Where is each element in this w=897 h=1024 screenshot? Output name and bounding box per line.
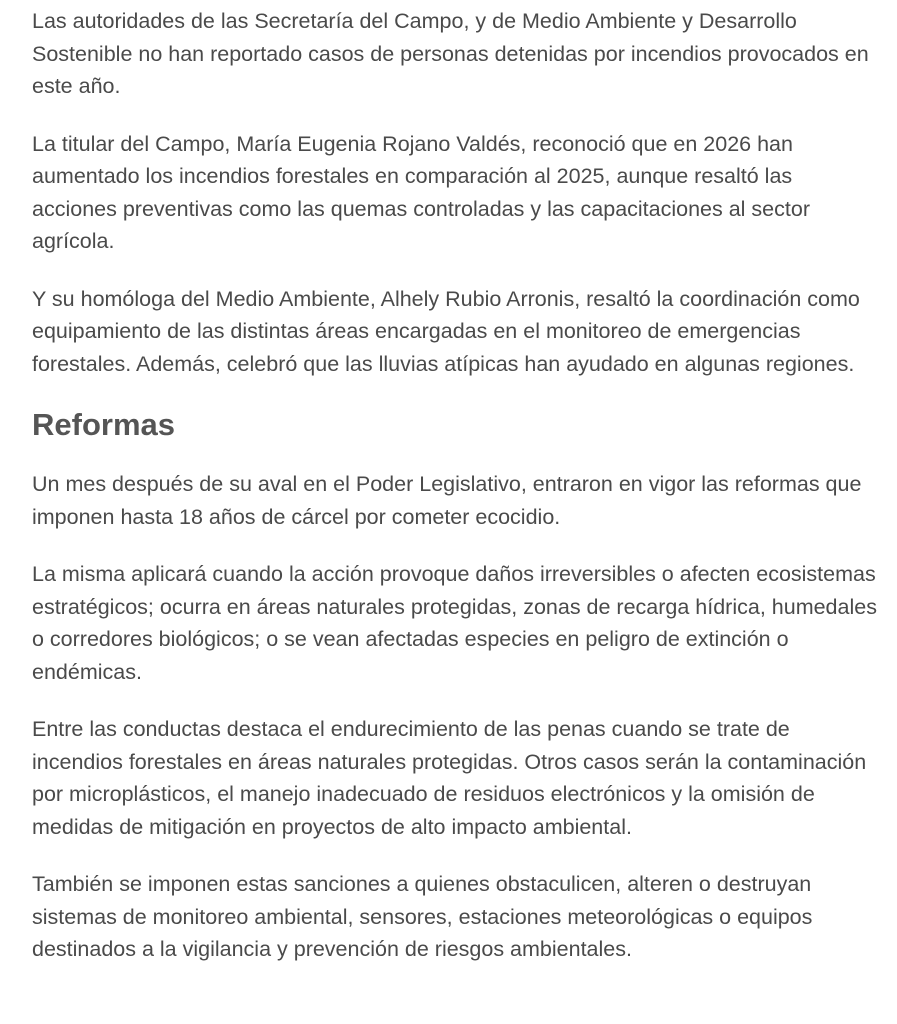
paragraph-reforms-in-force: Un mes después de su aval en el Poder Legislativo, entraron en vigor las reformas que imponen hasta 18 años de cárcel por cometer ecocidio. [32,472,862,529]
article-body [32,5,877,991]
paragraph-penalized-conducts: Entre las conductas destaca el endurecimiento de las penas cuando se trate de incendios forestales en áreas naturales protegidas. Otros casos serán la contaminación por microplásticos, el manejo inadecuado de residuos electrónicos y la omisión de medidas de mitigación en proyectos de alto impacto ambiental. [32,717,867,839]
paragraph-monitoring-sanctions: También se imponen estas sanciones a quienes obstaculicen, alteren o destruyan sistemas de monitoreo ambiental, sensores, estaciones meteorológicas o equipos destinados a la vigilancia y prevención de riesgos ambientales. [32,872,813,961]
paragraph-application-criteria: La misma aplicará cuando la acción provoque daños irreversibles o afecten ecosistemas estratégicos; ocurra en áreas naturales protegidas, zonas de recarga hídrica, humedales o corredores biológicos; o se vean afectadas especies en peligro de extinción o endémicas. [32,562,877,684]
paragraph-no-detentions: Las autoridades de las Secretaría del Campo, y de Medio Ambiente y Desarrollo Sostenible no han reportado casos de personas detenidas por incendios provocados en este año. [32,9,869,98]
section-heading-reformas: Reformas [32,407,175,442]
paragraph-campo-secretary: La titular del Campo, María Eugenia Rojano Valdés, reconoció que en 2026 han aumentado los incendios forestales en comparación al 2025, aunque resaltó las acciones preventivas como las quemas controladas y las capacitaciones al sector agrícola. [32,131,810,253]
paragraph-environment-secretary: Y su homóloga del Medio Ambiente, Alhely Rubio Arronis, resaltó la coordinación como equipamiento de las distintas áreas encargadas en el monitoreo de emergencias forestales. Además, celebró que las lluvias atípicas han ayudado en algunas regiones. [32,286,860,376]
